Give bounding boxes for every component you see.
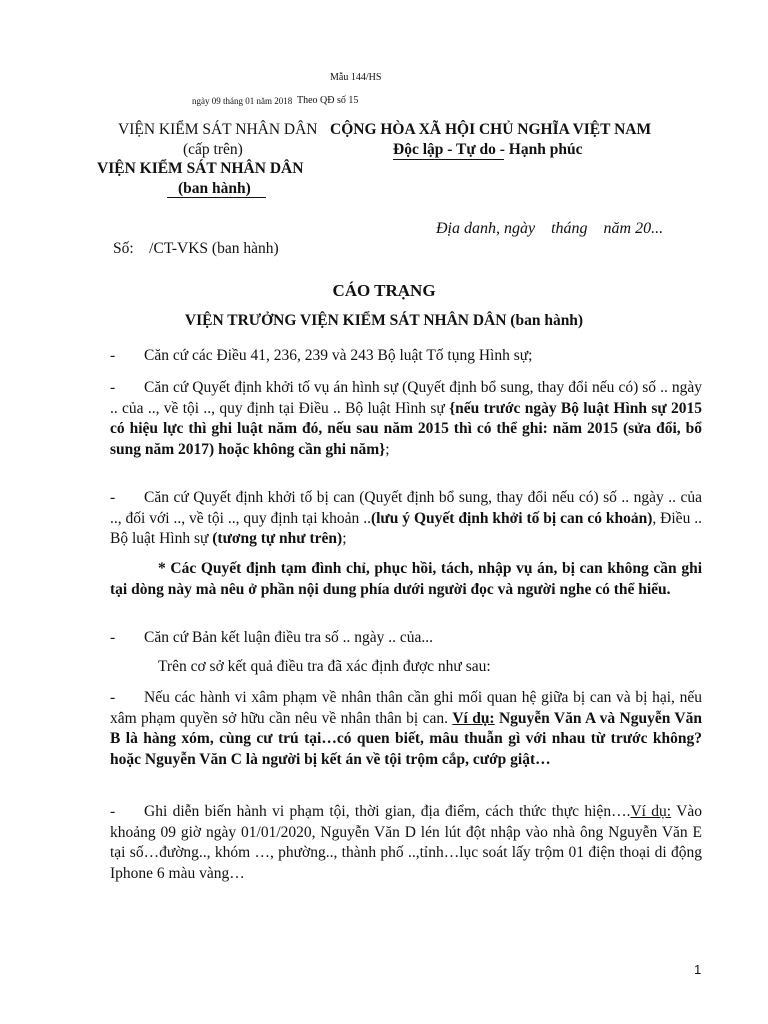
document-subtitle: VIỆN TRƯỞNG VIỆN KIỂM SÁT NHÂN DÂN (ban hành) <box>184 312 584 329</box>
findings-paragraph-1 <box>110 688 702 770</box>
findings-intro: Trên cơ sở kết quả điều tra đã xác định được như sau: <box>158 658 491 675</box>
basis-paragraph-3 <box>110 488 702 550</box>
basis-text-3c: , Điều .. Bộ luật Hình sự <box>110 509 702 547</box>
issuing-agency: VIỆN KIỂM SÁT NHÂN DÂN <box>97 160 304 177</box>
example-label-1: Ví dụ: <box>452 709 495 727</box>
basis-text-1: Căn cứ các Điều 41, 236, 239 và 243 Bộ luật Tố tụng Hình sự; <box>144 347 533 364</box>
place-date: Địa danh, ngày tháng năm 20... <box>436 220 664 237</box>
basis-text-3a: Căn cứ Quyết định khởi tố bị can (Quyết định bổ sung, thay đổi nếu có) số .. ngày .. của .., đối với .., về tội .., quy định tại khoản .. <box>110 489 702 527</box>
bullet: - <box>110 629 116 646</box>
note-paragraph: * Các Quyết định tạm đình chỉ, phục hồi, tách, nhập vụ án, bị can không cần ghi tại dòng này mà nêu ở phần nội dung phía dưới người đọc và người nghe có thể hiểu. <box>110 560 702 598</box>
document-number: Số: /CT-VKS (ban hành) <box>113 240 279 257</box>
basis-text-4: Căn cứ Bản kết luận điều tra số .. ngày .. của... <box>144 629 434 646</box>
decision-ref: Theo QĐ số 15 <box>297 95 359 106</box>
bullet: - <box>110 379 116 396</box>
basis-paragraph-1 <box>110 346 702 367</box>
findings-paragraph-2 <box>110 802 702 884</box>
basis-text-2: Căn cứ Quyết định khởi tố vụ án hình sự (Quyết định bổ sung, thay đổi nếu có) số .. ngày .. của .., về tội .., quy định tại Điều .. Bộ luật Hình sự <box>110 379 702 417</box>
basis-paragraph-2 <box>110 378 702 460</box>
findings-text-2a: Ghi diễn biến hành vi phạm tội, thời gian, địa điểm, cách thức thực hiện…. <box>144 803 631 820</box>
agency-underline <box>167 197 266 198</box>
basis-end-3: ; <box>342 530 347 547</box>
basis-note-3d: (tương tự như trên) <box>212 530 343 547</box>
bullet: - <box>110 689 116 706</box>
parent-agency: VIỆN KIỂM SÁT NHÂN DÂN <box>118 121 318 138</box>
basis-paragraph-4 <box>110 628 702 649</box>
findings-example-1: Nguyễn Văn A và Nguyễn Văn B là hàng xóm, cùng cư trú tại…có quen biết, mâu thuẫn gì với nhau từ trước không? hoặc Nguyễn Văn C là người bị kết án về tội trộm cắp, cướp giật… <box>110 709 702 768</box>
bullet: - <box>110 347 116 364</box>
motto: Độc lập - Tự do - Hạnh phúc <box>393 141 583 158</box>
bullet: - <box>110 489 116 506</box>
basis-end-2: ; <box>385 440 390 458</box>
example-label-2: Ví dụ: <box>630 803 672 820</box>
motto-underline <box>393 159 504 160</box>
document-title: CÁO TRẠNG <box>332 281 436 300</box>
findings-text-1a: Nếu các hành vi xâm phạm về nhân thân cần ghi mối quan hệ giữa bị can và bị hại, nếu xâm phạm quyền sở hữu cần nêu về nhân thân bị can. <box>110 689 702 727</box>
bullet: - <box>110 803 116 820</box>
basis-note-3b: (lưu ý Quyết định khởi tố bị can có khoản) <box>370 509 653 527</box>
nation-title: CỘNG HÒA XÃ HỘI CHỦ NGHĨA VIỆT NAM <box>330 121 652 138</box>
issuing-agency-note: (ban hành) <box>178 180 251 197</box>
parent-agency-level: (cấp trên) <box>183 141 243 158</box>
issued-date: ngày 09 tháng 01 năm 2018 <box>192 96 293 106</box>
form-code: Mẫu 144/HS <box>330 72 382 83</box>
findings-example-2: Vào khoảng 09 giờ ngày 01/01/2020, Nguyễn Văn D lén lút đột nhập vào nhà ông Nguyễn Văn E tại số…đường.., khóm …, phường.., thành phố ..,tỉnh…lục soát lấy trộm 01 điện thoại di động Iphone 6 màu vàng… <box>110 803 703 882</box>
page-number: 1 <box>694 962 702 977</box>
basis-note-2: {nếu trước ngày Bộ luật Hình sự 2015 có hiệu lực thì ghi luật năm đó, nếu sau năm 2015 thì có thể ghi: năm 2015 (sửa đổi, bổ sung năm 2017) hoặc không cần ghi năm} <box>110 399 702 458</box>
